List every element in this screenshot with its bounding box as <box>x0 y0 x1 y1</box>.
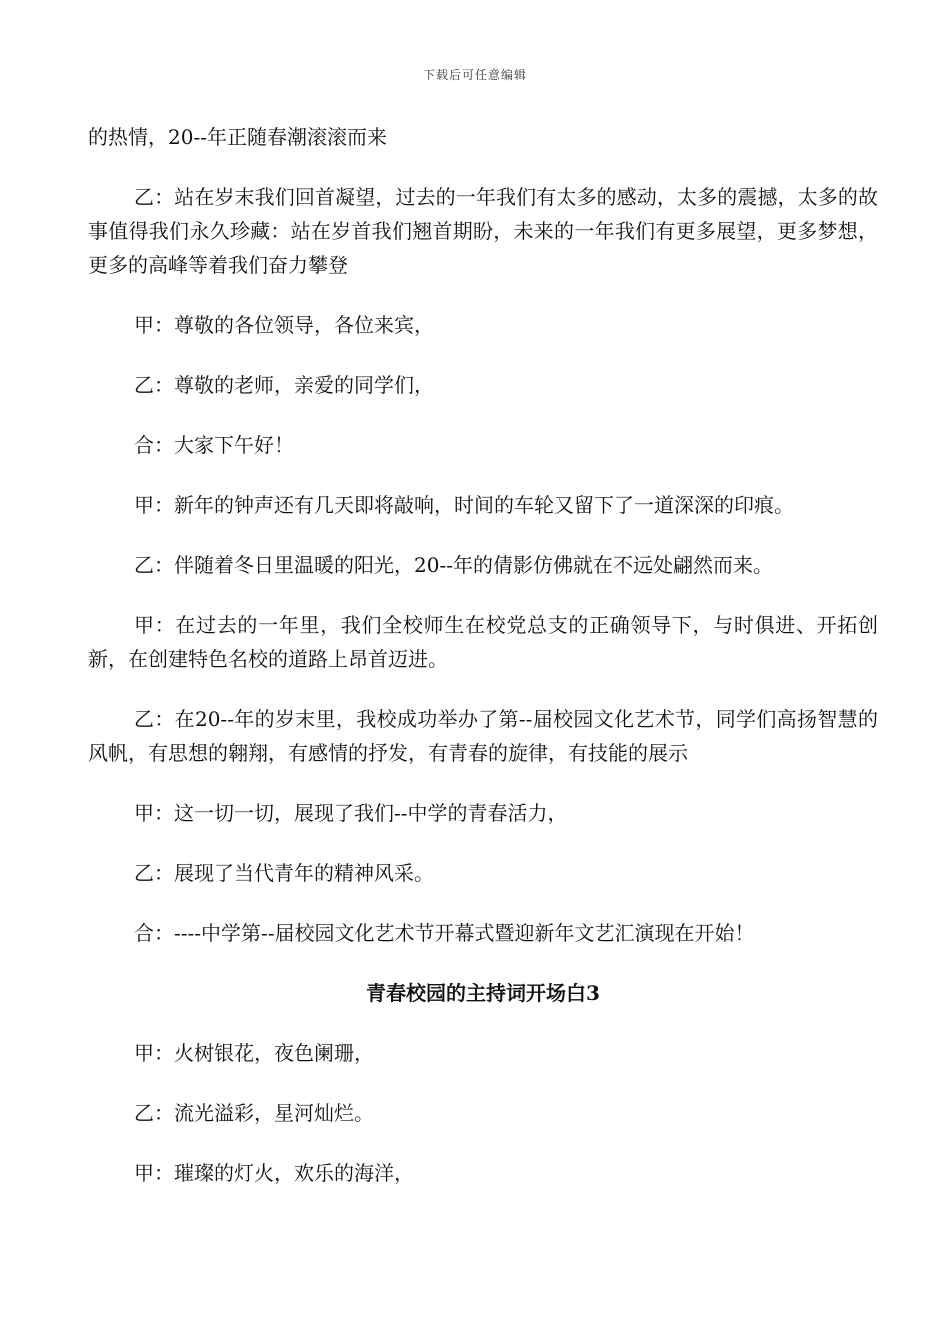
paragraph-jia-fireworks: 甲：火树银花，夜色阑珊， <box>134 1041 374 1065</box>
paragraph-he-opening: 合：----中学第--届校园文化艺术节开幕式暨迎新年文艺汇演现在开始！ <box>134 921 755 945</box>
paragraph-he-good-afternoon: 合：大家下午好！ <box>134 433 294 457</box>
paragraph-yi-greeting-teachers: 乙：尊敬的老师，亲爱的同学们， <box>134 373 434 397</box>
paragraph-yi-spirit: 乙：展现了当代青年的精神风采。 <box>134 861 434 885</box>
paragraph-jia-lights: 甲：璀璨的灯火，欢乐的海洋， <box>134 1161 414 1185</box>
paragraph-jia-youth-vitality: 甲：这一切一切，展现了我们--中学的青春活力， <box>134 801 568 825</box>
paragraph-jia-past-year: 甲：在过去的一年里，我们全校师生在校党总支的正确领导下，与时俱进、开拓创新，在创建特色名校的道路上昂首迈进。 <box>88 613 878 671</box>
paragraph-yi-art-festival: 乙：在20--年的岁末里，我校成功举办了第--届校园文化艺术节，同学们高扬智慧的风帆，有思想的翱翔，有感情的抒发，有青春的旋律，有技能的展示 <box>88 707 878 765</box>
page-header-note: 下载后可任意编辑 <box>422 68 527 82</box>
paragraph-jia-new-year-bell: 甲：新年的钟声还有几天即将敲响，时间的车轮又留下了一道深深的印痕。 <box>134 493 794 517</box>
paragraph-jia-greeting-leaders: 甲：尊敬的各位领导，各位来宾， <box>134 313 434 337</box>
paragraph-continuation: 的热情，20--年正随春潮滚滚而来 <box>88 125 387 149</box>
paragraph-yi-starry: 乙：流光溢彩，星河灿烂。 <box>134 1101 374 1125</box>
document-body <box>88 120 878 1216</box>
paragraph-yi-reflection: 乙：站在岁末我们回首凝望，过去的一年我们有太多的感动，太多的震撼，太多的故事值得我们永久珍藏：站在岁首我们翘首期盼，未来的一年我们有更多展望，更多梦想，更多的高峰等着我们奋力攀登 <box>88 185 878 277</box>
paragraph-yi-winter-sun: 乙：伴随着冬日里温暖的阳光，20--年的倩影仿佛就在不远处翩然而来。 <box>134 553 773 577</box>
section-heading: 青春校园的主持词开场白3 <box>366 981 600 1005</box>
